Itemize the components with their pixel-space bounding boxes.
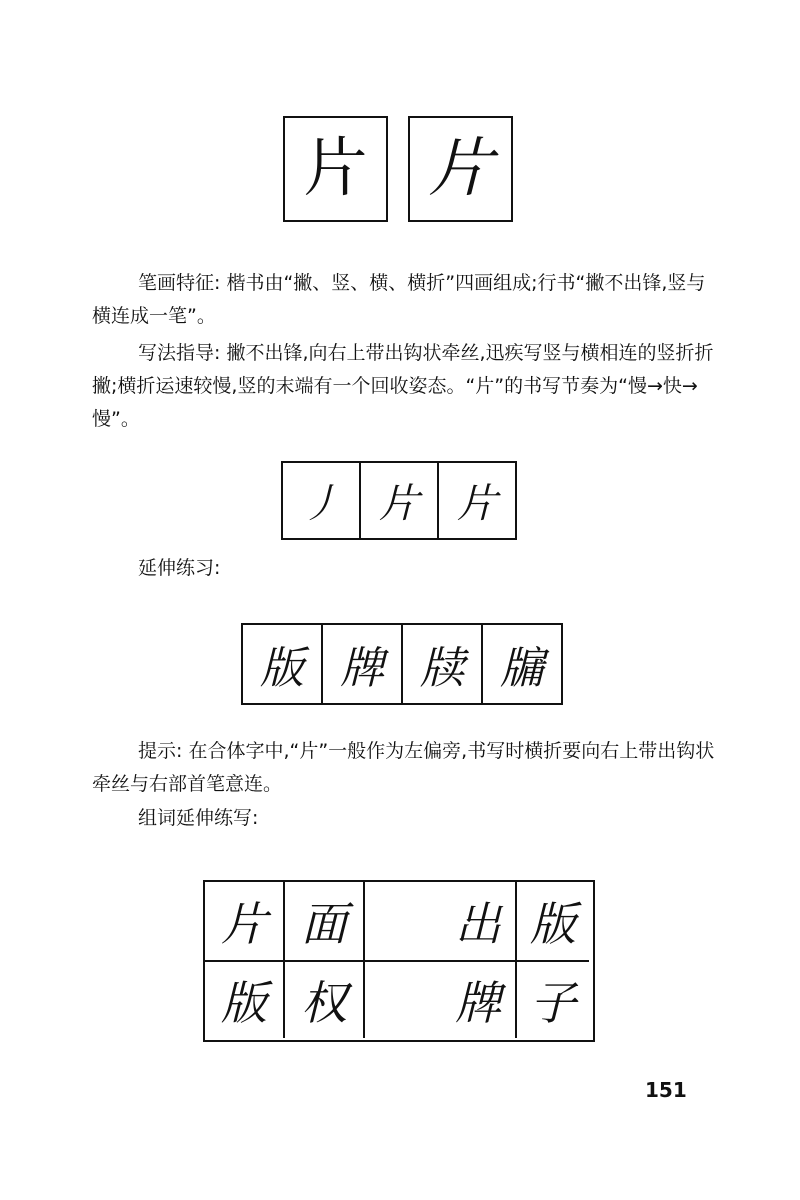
tip-paragraph bbox=[92, 735, 722, 801]
xingshu-character-box bbox=[408, 116, 513, 222]
extension-practice-grid bbox=[241, 623, 563, 705]
page-number: 151 bbox=[645, 1078, 687, 1102]
word-practice-grid bbox=[203, 880, 595, 1042]
word-cell: 出 bbox=[455, 897, 501, 951]
stroke-feature-text: 楷书由“撇、竖、横、横折”四画组成;行书“撇不出锋,竖与横连成一笔”。 bbox=[92, 272, 706, 327]
stroke-step-3: 片 bbox=[437, 463, 515, 538]
word-cell: 片 bbox=[221, 897, 267, 951]
word-cell: 面 bbox=[283, 882, 363, 960]
word-cell: 权 bbox=[283, 960, 363, 1038]
xingshu-character: 片 bbox=[428, 132, 493, 206]
writing-guide-label: 写法指导: bbox=[138, 342, 221, 364]
word-cell: 子 bbox=[515, 960, 589, 1038]
kaishu-character-box bbox=[283, 116, 388, 222]
extension-char-2: 牌 bbox=[321, 625, 401, 703]
word-cell: 版 bbox=[205, 960, 283, 1038]
stroke-step-2: 片 bbox=[359, 463, 437, 538]
extension-label: 延伸练习: bbox=[138, 557, 221, 579]
tip-text: 在合体字中,“片”一般作为左偏旁,书写时横折要向右上带出钩状牵丝与右部首笔意连。 bbox=[92, 740, 715, 795]
word-cell: 牌 bbox=[441, 960, 515, 1038]
stroke-feature-paragraph bbox=[92, 267, 722, 333]
kaishu-character: 片 bbox=[303, 132, 368, 206]
writing-guide-text: 撇不出锋,向右上带出钩状牵丝,迅疾写竖与横相连的竖折折撇;横折运速较慢,竖的末端有一个回收姿态。“片”的书写节奏为“慢→快→慢”。 bbox=[92, 342, 714, 430]
extension-char-1: 版 bbox=[260, 643, 304, 694]
extension-char-4: 牖 bbox=[481, 625, 561, 703]
word-cell: 版 bbox=[515, 882, 589, 960]
word-cell-blank bbox=[363, 960, 441, 1038]
words-label: 组词延伸练写: bbox=[138, 807, 259, 829]
writing-guide-paragraph bbox=[92, 337, 722, 436]
stroke-order-grid bbox=[281, 461, 517, 540]
tip-label: 提示: bbox=[138, 740, 183, 762]
word-cell-blank bbox=[363, 882, 441, 960]
extension-char-3: 牍 bbox=[401, 625, 481, 703]
stroke-step-1: 丿 bbox=[301, 481, 341, 527]
stroke-feature-label: 笔画特征: bbox=[138, 272, 221, 294]
